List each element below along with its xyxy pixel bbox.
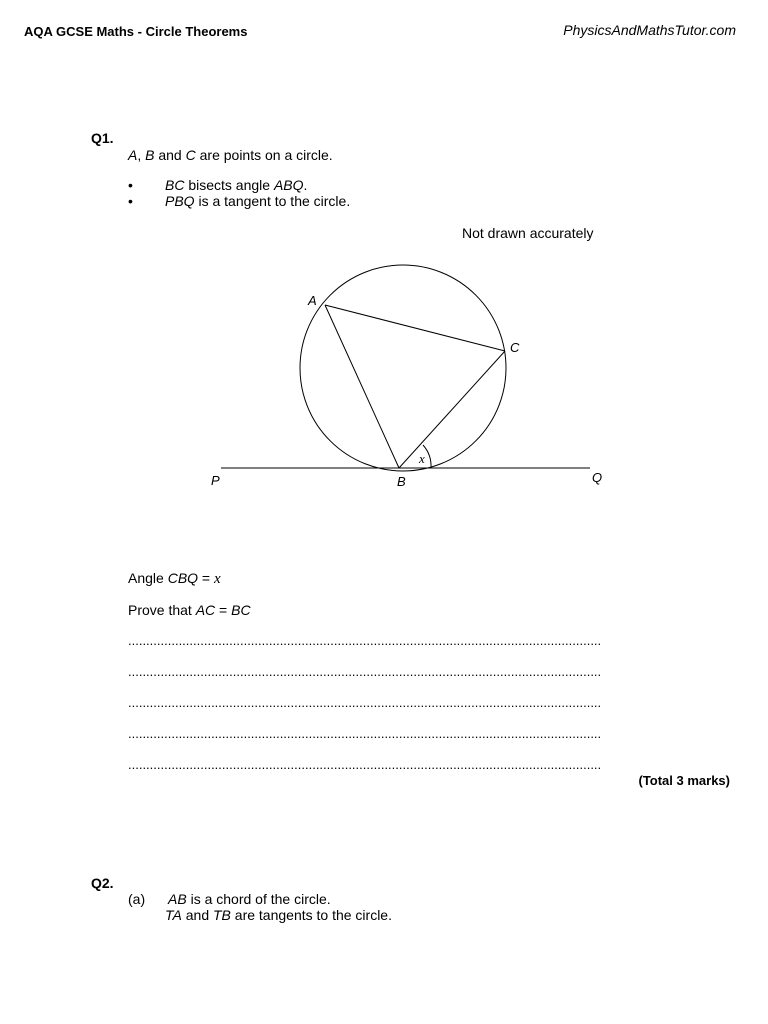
answer-line-4[interactable]: ................................................................................................................................... [128, 726, 602, 741]
intro-and: and [154, 147, 186, 163]
bullet-2-mark: • [128, 193, 133, 209]
q2-line-1-text: is a chord of the circle. [186, 891, 331, 907]
q2-chord: AB [168, 891, 187, 907]
point-a-text: A [128, 147, 138, 163]
prove-prefix: Prove that [128, 602, 196, 618]
total-marks: (Total 3 marks) [638, 773, 730, 788]
q2-number: Q2. [91, 875, 114, 891]
bullet-2-text: is a tangent to the circle. [194, 193, 351, 209]
prove-eq: = [215, 602, 232, 618]
point-b-text: B [145, 147, 155, 163]
bullet-1-text: bisects angle [184, 177, 274, 193]
chord-bc [399, 351, 505, 468]
prove-lhs: AC [195, 602, 216, 618]
bullet-1-segment: BC [165, 177, 185, 193]
q1-number: Q1. [91, 130, 114, 146]
q1-given [128, 570, 221, 588]
given-var: x [214, 571, 221, 587]
q2-and: and [181, 907, 213, 923]
header-source: PhysicsAndMathsTutor.com [563, 22, 736, 38]
given-prefix: Angle [128, 570, 168, 586]
answer-line-3[interactable]: ................................................................................................................................... [128, 695, 602, 710]
label-b: B [397, 474, 406, 489]
bullet-1-mark: • [128, 177, 133, 193]
answer-line-5[interactable]: ................................................................................................................................... [128, 757, 602, 772]
point-c-text: C [185, 147, 196, 163]
prove-rhs: BC [231, 602, 251, 618]
label-a: A [308, 293, 317, 308]
q2-line-2-text: are tangents to the circle. [230, 907, 392, 923]
intro-rest: are points on a circle. [195, 147, 333, 163]
bullet-2-line: PBQ [165, 193, 195, 209]
answer-line-1[interactable]: ................................................................................................................................... [128, 633, 602, 648]
given-eq: = [198, 570, 215, 586]
q2-tangent-tb: TB [213, 907, 231, 923]
circle [300, 265, 506, 471]
answer-line-2[interactable]: ................................................................................................................................... [128, 664, 602, 679]
q2-line-2 [165, 907, 392, 923]
q2-tangent-ta: TA [165, 907, 182, 923]
label-q: Q [592, 470, 603, 485]
bullet-1-angle: ABQ [273, 177, 304, 193]
chord-ab [325, 305, 399, 468]
label-c: C [510, 340, 520, 355]
chord-ac [325, 305, 505, 351]
q2-part-label: (a) [128, 891, 146, 907]
bullet-1-end: . [303, 177, 308, 193]
not-drawn-accurately-note: Not drawn accurately [462, 225, 594, 241]
q1-prove [128, 602, 251, 618]
header-title: AQA GCSE Maths - Circle Theorems [24, 24, 248, 39]
label-p: P [211, 473, 220, 488]
label-x: x [419, 451, 425, 466]
intro-sep: , [137, 147, 146, 163]
q2-line-1 [168, 891, 331, 907]
given-angle: CBQ [167, 570, 199, 586]
